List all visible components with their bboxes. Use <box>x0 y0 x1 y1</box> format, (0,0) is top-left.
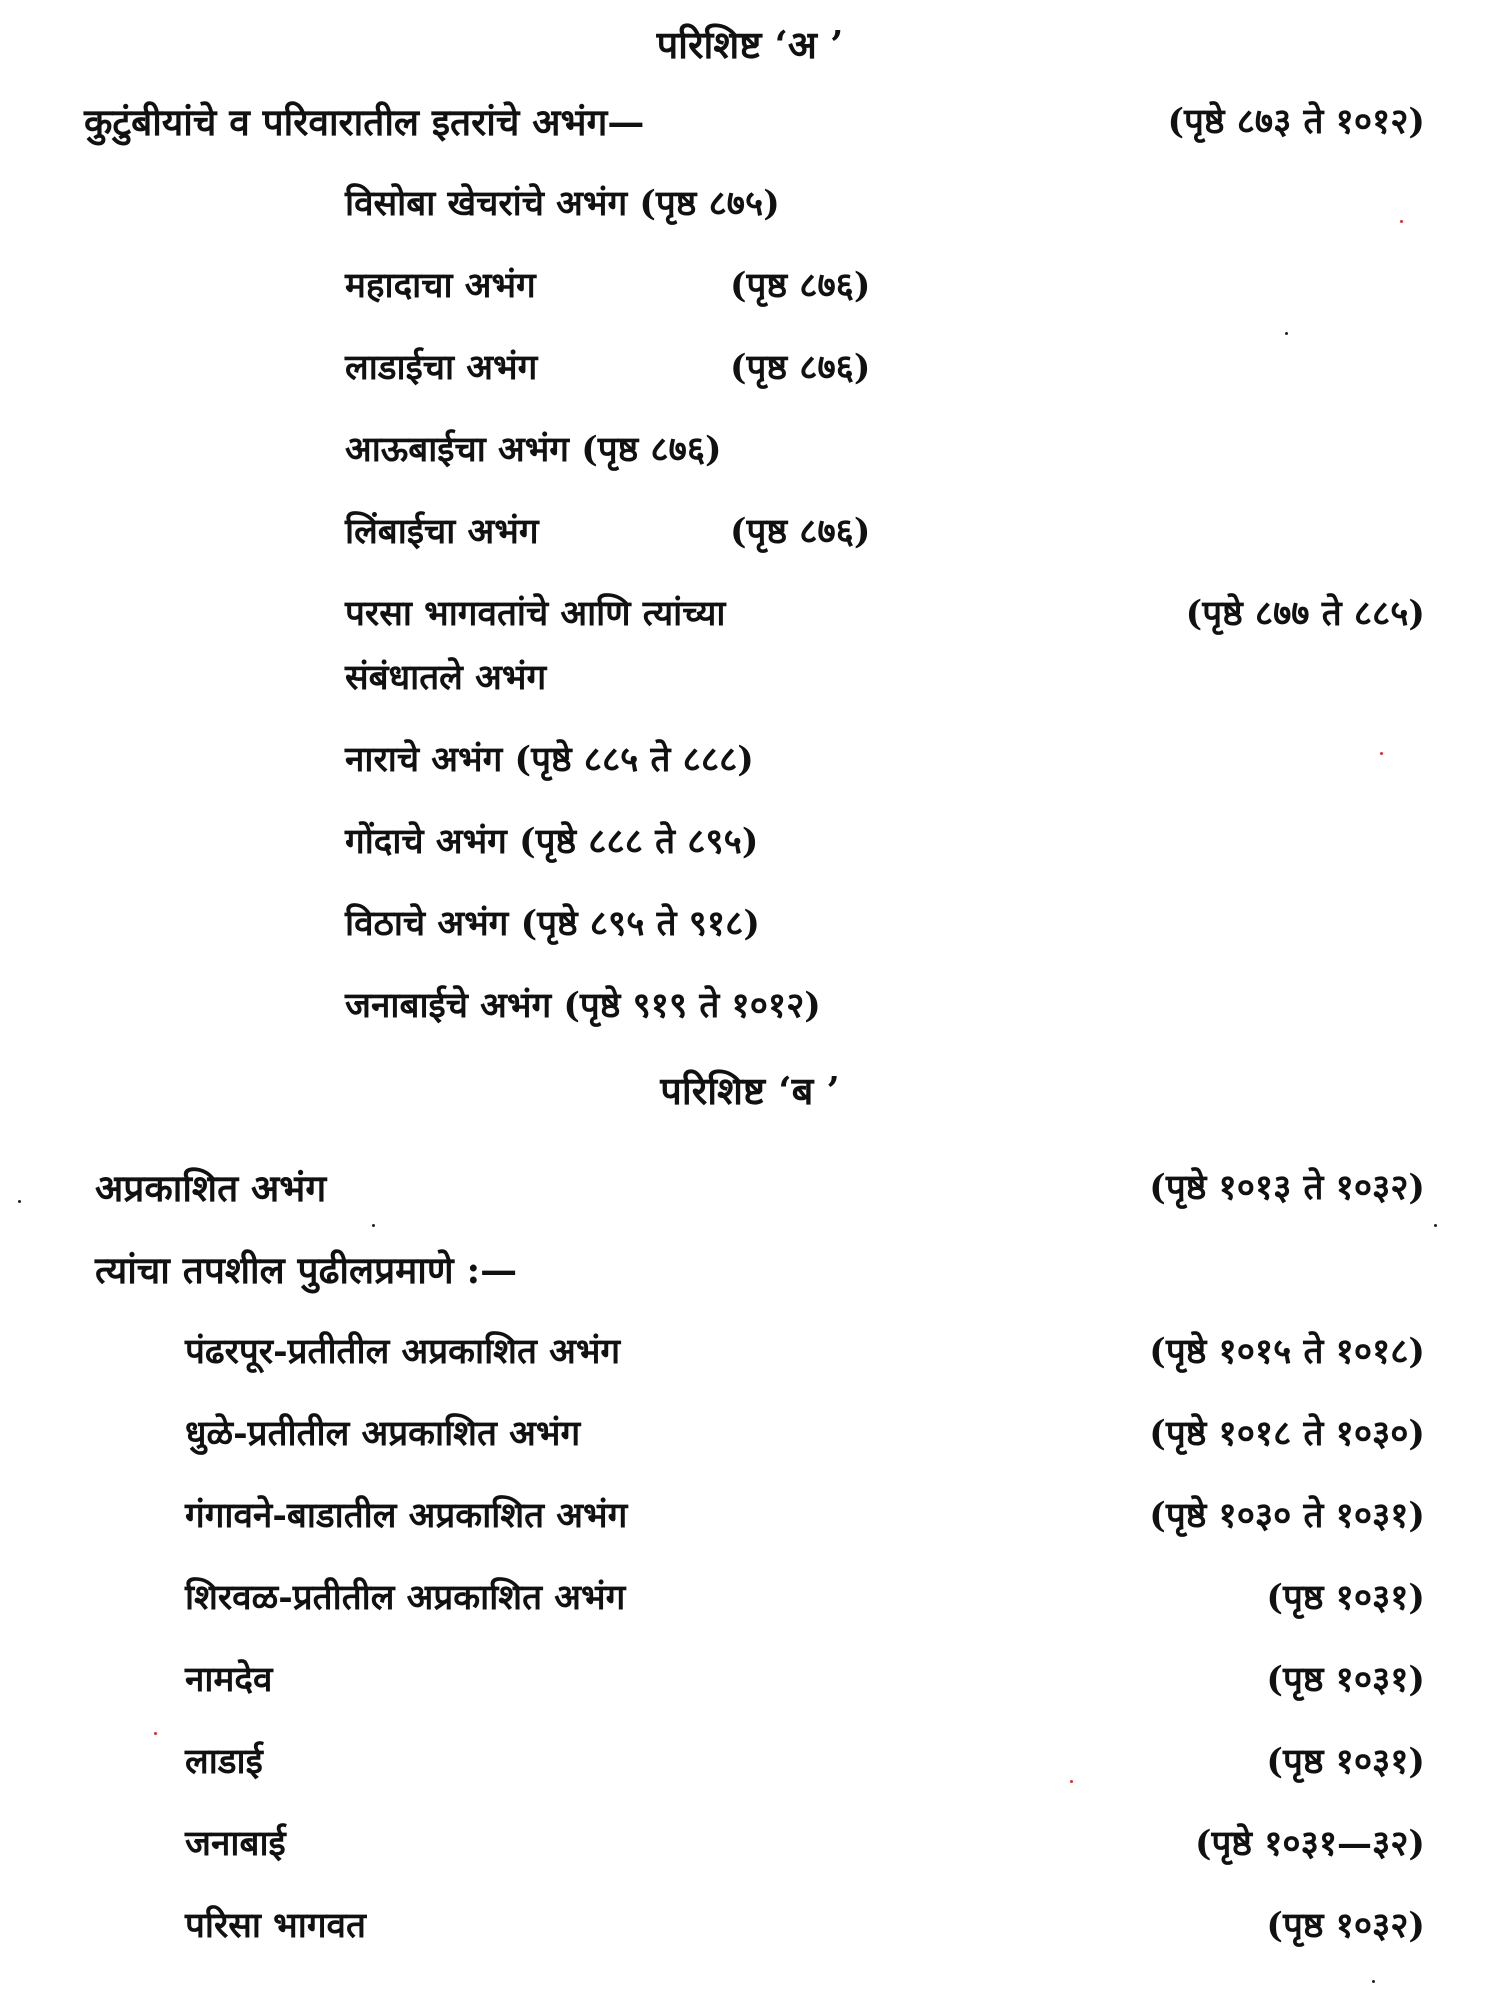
scan-speck <box>1070 1780 1073 1783</box>
appendix-a-title-pages: (पृष्ठे ८७३ ते १०१२) <box>1167 101 1425 142</box>
appendix-b-entry-label: धुळे-प्रतीतील अप्रकाशित अभंग <box>185 1413 581 1454</box>
appendix-a-entry-pages: (पृष्ठ ८७६) <box>730 265 871 306</box>
scan-speck <box>1434 1224 1437 1227</box>
scan-speck <box>1400 220 1403 223</box>
appendix-b-entry-pages: (पृष्ठे १०१८ ते १०३०) <box>1149 1413 1425 1454</box>
appendix-b-entry-label: जनाबाई <box>185 1823 286 1864</box>
appendix-a-entry-label-line2: संबंधातले अभंग <box>345 657 547 698</box>
appendix-b-entry-pages: (पृष्ठ १०३२) <box>1266 1905 1425 1946</box>
appendix-b-entry-pages: (पृष्ठ १०३१) <box>1266 1741 1425 1782</box>
appendix-b-entry-label: गंगावने-बाडातील अप्रकाशित अभंग <box>185 1495 628 1536</box>
appendix-b-entry-pages: (पृष्ठ १०३१) <box>1266 1577 1425 1618</box>
appendix-a-entry-label: लाडाईचा अभंग <box>345 347 538 388</box>
appendix-a-heading: परिशिष्ट ‘अ ’ <box>656 22 844 67</box>
appendix-b-entry-label: शिरवळ-प्रतीतील अप्रकाशित अभंग <box>185 1577 626 1618</box>
appendix-a-entry-label: नाराचे अभंग (पृष्ठे ८८५ ते ८८८) <box>345 739 754 780</box>
scan-speck <box>154 1732 157 1735</box>
appendix-a-entry-label: महादाचा अभंग <box>345 265 536 306</box>
appendix-b-entry-pages: (पृष्ठे १०१५ ते १०१८) <box>1149 1331 1425 1372</box>
appendix-b-entry-pages: (पृष्ठे १०३१—३२) <box>1194 1823 1425 1864</box>
scan-speck <box>18 1200 21 1203</box>
appendix-a-entry-pages: (पृष्ठ ८७६) <box>730 511 871 552</box>
appendix-a-entry-label: परसा भागवतांचे आणि त्यांच्या <box>345 593 726 634</box>
appendix-a-entry-label: जनाबाईचे अभंग (पृष्ठे ९१९ ते १०१२) <box>345 985 821 1026</box>
appendix-a-entry-label: गोंदाचे अभंग (पृष्ठे ८८८ ते ८९५) <box>345 821 759 862</box>
scan-speck <box>1285 332 1288 335</box>
appendix-b-title-pages: (पृष्ठे १०१३ ते १०३२) <box>1149 1167 1425 1208</box>
appendix-b-intro: त्यांचा तपशील पुढीलप्रमाणे :— <box>95 1248 518 1292</box>
appendix-b-title: अप्रकाशित अभंग <box>95 1166 327 1210</box>
appendix-b-entry-pages: (पृष्ठ १०३१) <box>1266 1659 1425 1700</box>
appendix-b-entry-label: परिसा भागवत <box>185 1905 366 1946</box>
appendix-b-entry-label: लाडाई <box>185 1741 263 1782</box>
appendix-a-entry-label: विसोबा खेचरांचे अभंग (पृष्ठ ८७५) <box>345 183 780 224</box>
appendix-a-entry-label: लिंबाईचा अभंग <box>345 511 539 552</box>
appendix-b-entry-label: नामदेव <box>185 1659 273 1700</box>
appendix-b-entry-label: पंढरपूर-प्रतीतील अप्रकाशित अभंग <box>185 1331 621 1372</box>
scan-speck <box>1380 752 1383 755</box>
appendix-b-heading: परिशिष्ट ‘ब ’ <box>660 1068 840 1113</box>
appendix-a-entry-label: विठाचे अभंग (पृष्ठे ८९५ ते ९१८) <box>345 903 760 944</box>
scan-speck <box>372 1224 375 1227</box>
appendix-a-entry-label: आऊबाईचा अभंग (पृष्ठ ८७६) <box>345 429 722 470</box>
appendix-a-title: कुटुंबीयांचे व परिवारातील इतरांचे अभंग— <box>84 100 645 144</box>
scan-speck <box>1372 1980 1375 1983</box>
appendix-a-entry-pages: (पृष्ठे ८७७ ते ८८५) <box>1185 593 1425 634</box>
appendix-a-entry-pages: (पृष्ठ ८७६) <box>730 347 871 388</box>
appendix-b-entry-pages: (पृष्ठे १०३० ते १०३१) <box>1149 1495 1425 1536</box>
